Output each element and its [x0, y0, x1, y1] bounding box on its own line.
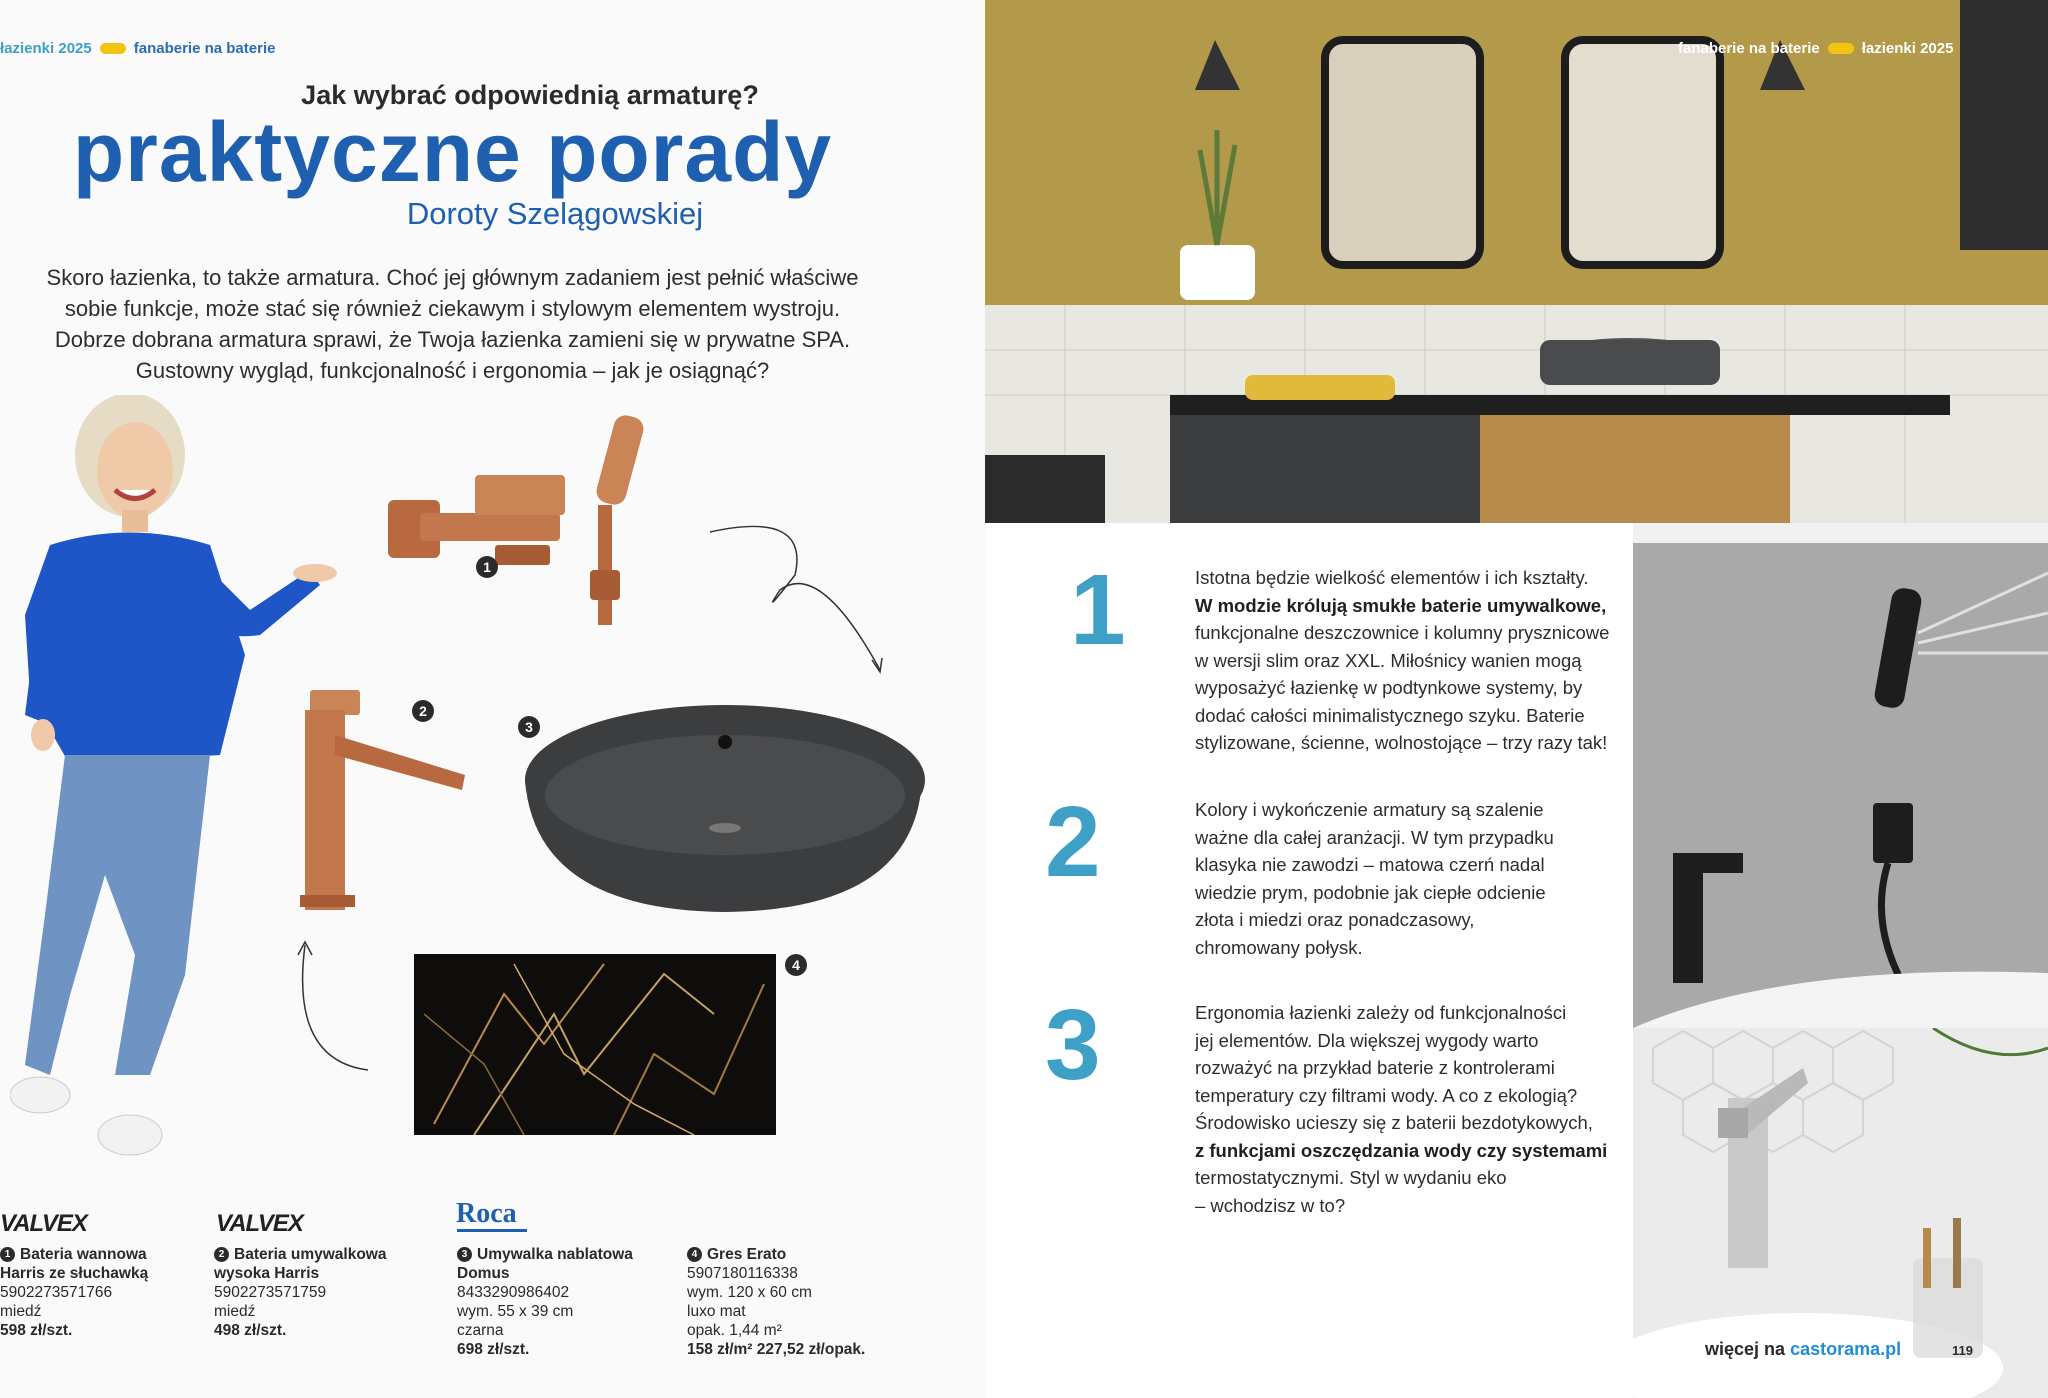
tip-line: termostatycznymi. Styl w wydaniu eko [1195, 1167, 1507, 1188]
breadcrumb-topic: fanaberie na baterie [133, 40, 276, 57]
arrow-decoration [290, 930, 380, 1075]
tip-number: 3 [1045, 989, 1101, 1101]
tip-line: z funkcjami oszczędzania wody czy systemami [1195, 1139, 1608, 1161]
tip-text [1195, 796, 1655, 961]
product-name-line: Domus [457, 1265, 510, 1282]
tip-line: – wchodzisz w to? [1195, 1194, 1346, 1216]
breadcrumb-section: łazienki 2025 [0, 40, 92, 57]
intro-line: Dobrze dobrana armatura sprawi, że Twoja łazienka zamieni się w prywatne SPA. [54, 327, 851, 352]
product-info [687, 1245, 947, 1359]
product-number: 3 [457, 1247, 472, 1262]
product-name-line: Bateria wannowa [20, 1246, 147, 1263]
marble-tile-image [414, 954, 776, 1135]
product-name-line: Umywalka nablatowa [477, 1246, 633, 1263]
product-info [214, 1245, 424, 1340]
brand-logo-underline [457, 1229, 527, 1232]
brand-logo-roca: Roca [456, 1198, 517, 1229]
page-subtitle: Doroty Szelągowskiej [406, 196, 704, 231]
product-name-line: wysoka Harris [214, 1265, 320, 1282]
product-name [457, 1245, 677, 1264]
tip-line: chromowany połysk. [1195, 936, 1363, 958]
product-number: 1 [0, 1247, 15, 1262]
tip-line: wiedzie prym, podobnie jak ciepłe odcienie [1195, 881, 1546, 903]
product-name [214, 1245, 424, 1264]
product-number: 4 [687, 1247, 702, 1262]
tip-line: jej elementów. Dla większej wygody warto [1195, 1029, 1539, 1051]
tip-text [1195, 564, 1655, 757]
product-marker: 1 [476, 556, 498, 578]
product-name-line: Bateria umywalkowa [234, 1246, 387, 1263]
product-detail: miedź [214, 1303, 256, 1320]
brand-logo-valvex: VALVEX [216, 1210, 303, 1237]
intro-line: Skoro łazienka, to także armatura. Choć jej głównym zadaniem jest pełnić właściwe [46, 265, 859, 290]
tip-line: Środowisko ucieszy się z baterii bezdotykowych, [1195, 1112, 1593, 1133]
product-name-line: Gres Erato [707, 1246, 787, 1263]
question-heading: Jak wybrać odpowiednią armaturę? [301, 80, 759, 110]
product-price: 698 zł/szt. [457, 1341, 530, 1358]
tip-line: ważne dla całej aranżacji. W tym przypadku [1195, 826, 1554, 848]
product-name [687, 1245, 947, 1264]
right-page [985, 0, 2048, 1398]
tip-line: Istotna będzie wielkość elementów i ich kształty. [1195, 567, 1589, 588]
breadcrumb-right [1678, 40, 1953, 57]
product-detail: luxo mat [687, 1303, 746, 1320]
page-title: praktyczne porady [72, 105, 833, 199]
tip-line: rozważyć na przykład baterie z kontrolerami [1195, 1057, 1555, 1078]
tip-3 [1045, 989, 1608, 1235]
breadcrumb-section: łazienki 2025 [1861, 40, 1954, 57]
product-number: 2 [214, 1247, 229, 1262]
product-detail: czarna [457, 1322, 504, 1339]
basin-mixer-image [290, 680, 475, 920]
tip-line: klasyka nie zawodzi – matowa czerń nadal [1195, 854, 1545, 875]
basin-image [520, 700, 925, 915]
tip-2 [1045, 786, 1554, 972]
tip-line: funkcjonalne deszczownice i kolumny prysznicowe [1195, 622, 1610, 643]
bath-mixer-image [380, 395, 705, 640]
intro-line: Gustowny wygląd, funkcjonalność i ergonomia – jak je osiągnąć? [135, 358, 770, 383]
product-info [457, 1245, 677, 1359]
footer-more [1705, 1339, 1901, 1360]
product-marker: 4 [785, 954, 807, 976]
product-detail: opak. 1,44 m² [687, 1322, 782, 1339]
product-name-line: Harris ze słuchawką [0, 1265, 149, 1282]
product-price: 158 zł/m² 227,52 zł/opak. [687, 1341, 866, 1358]
tip-line: W modzie królują smukłe baterie umywalkowe, [1195, 594, 1607, 616]
tip-line: temperatury czy filtrami wody. A co z ekologią? [1195, 1084, 1578, 1106]
product-code: 5902273571759 [214, 1284, 327, 1301]
tip-line: Kolory i wykończenie armatury są szalenie [1195, 799, 1544, 820]
breadcrumb-pill [100, 43, 126, 54]
product-info [0, 1245, 200, 1340]
footer-more-label: więcej na [1705, 1339, 1786, 1359]
tip-text [1195, 999, 1655, 1219]
product-code: 5902273571766 [0, 1284, 113, 1301]
tip-line: złota i miedzi oraz ponadczasowy, [1195, 909, 1475, 930]
shower-photo [1633, 523, 2048, 1028]
product-name [0, 1245, 200, 1264]
footer-link[interactable]: castorama.pl [1790, 1339, 1902, 1359]
breadcrumb-pill [1828, 43, 1854, 54]
tip-line: wyposażyć łazienkę w podtynkowe systemy, by [1195, 677, 1583, 698]
tip-line: dodać całości minimalistycznego szyku. Baterie [1195, 704, 1585, 726]
product-detail: wym. 120 x 60 cm [687, 1284, 812, 1301]
tip-line: stylizowane, ścienne, wolnostojące – trzy razy tak! [1195, 732, 1608, 753]
bathroom-photo [985, 0, 2048, 523]
breadcrumb-left [0, 40, 275, 57]
product-marker: 3 [518, 716, 540, 738]
tip-number: 2 [1045, 786, 1101, 898]
product-detail: miedź [0, 1303, 42, 1320]
tip-number: 1 [1070, 554, 1126, 666]
tip-line: w wersji slim oraz XXL. Miłośnicy wanien mogą [1195, 649, 1582, 671]
product-code: 8433290986402 [457, 1284, 570, 1301]
brand-logo-valvex: VALVEX [0, 1210, 87, 1237]
breadcrumb-topic: fanaberie na baterie [1678, 40, 1820, 57]
tip-1 [1045, 554, 1610, 760]
product-marker: 2 [412, 700, 434, 722]
product-price: 598 zł/szt. [0, 1322, 73, 1339]
intro-line: sobie funkcje, może stać się również ciekawym i stylowym elementem wystroju. [64, 296, 841, 321]
tip-line: Ergonomia łazienki zależy od funkcjonalności [1195, 1002, 1567, 1023]
product-price: 498 zł/szt. [214, 1322, 287, 1339]
intro-paragraph [10, 262, 895, 386]
page-number: 119 [1952, 1343, 1973, 1358]
product-code: 5907180116338 [687, 1265, 798, 1282]
left-page [0, 0, 985, 1398]
product-detail: wym. 55 x 39 cm [457, 1303, 574, 1320]
arrow-decoration [700, 520, 890, 680]
